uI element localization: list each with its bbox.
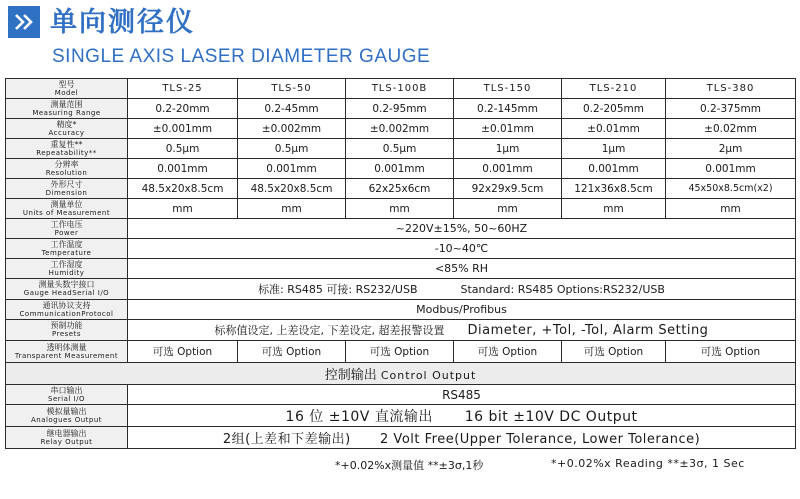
section-heading-en: Control Output <box>380 369 477 382</box>
table-row <box>6 179 796 199</box>
table-row <box>6 119 796 139</box>
table-cell: 可选 Option <box>454 341 562 363</box>
table-row-model <box>6 79 796 99</box>
row-header: 分辨率 Resolution <box>6 159 128 179</box>
table-cell: ±0.01mm <box>454 119 562 139</box>
table-row <box>6 99 796 119</box>
row-header: 型号 Model <box>6 79 128 99</box>
table-cell: 92x29x9.5cm <box>454 179 562 199</box>
table-row-transparent <box>6 341 796 363</box>
table-cell: 可选 Option <box>346 341 454 363</box>
row-header: 测量头数字接口 Gauge HeadSerial I/O <box>6 279 128 300</box>
table-cell: mm <box>128 199 238 219</box>
row-header: 重复性** Repeatability** <box>6 139 128 159</box>
table-cell: 0.001mm <box>346 159 454 179</box>
analogue-text-cn: 16 位 ±10V 直流输出 <box>285 408 433 425</box>
table-cell: 48.5x20x8.5cm <box>128 179 238 199</box>
row-header: 测量单位 Units of Measurement <box>6 199 128 219</box>
gauge-head-text-en: Standard: RS485 Options:RS232/USB <box>460 283 665 296</box>
table-row-presets <box>6 320 796 341</box>
model-cell: TLS-100B <box>346 79 454 99</box>
table-cell: 0.001mm <box>562 159 666 179</box>
table-cell: RS485 <box>128 385 796 405</box>
row-header: 工作湿度 Humidity <box>6 259 128 279</box>
table-cell: 可选 Option <box>128 341 238 363</box>
relay-text-en: 2 Volt Free(Upper Tolerance, Lower Tolerance) <box>380 432 701 447</box>
table-cell: mm <box>454 199 562 219</box>
table-cell: 1μm <box>454 139 562 159</box>
table-cell: 0.001mm <box>666 159 796 179</box>
table-cell: 0.2-20mm <box>128 99 238 119</box>
presets-text-en: Diameter, +Tol, -Tol, Alarm Setting <box>467 323 709 338</box>
section-heading <box>6 363 796 385</box>
table-cell: ±0.001mm <box>128 119 238 139</box>
table-cell: 1μm <box>562 139 666 159</box>
table-cell: 121x36x8.5cm <box>562 179 666 199</box>
row-header: 工作温度 Temperature <box>6 239 128 259</box>
double-chevron-right-icon <box>12 10 36 34</box>
table-row <box>6 139 796 159</box>
table-row-communication <box>6 300 796 320</box>
table-cell: 0.5μm <box>346 139 454 159</box>
table-cell: 48.5x20x8.5cm <box>238 179 346 199</box>
table-row-power <box>6 219 796 239</box>
table-cell: 0.5μm <box>128 139 238 159</box>
table-cell: Modbus/Profibus <box>128 300 796 320</box>
row-header: 精度* Accuracy <box>6 119 128 139</box>
table-cell <box>128 405 796 427</box>
table-cell: 2μm <box>666 139 796 159</box>
table-cell: 0.2-45mm <box>238 99 346 119</box>
table-cell: mm <box>238 199 346 219</box>
row-header: 测量范围 Measuring Range <box>6 99 128 119</box>
row-header: 模拟量输出 Analogues Output <box>6 405 128 427</box>
table-row <box>6 199 796 219</box>
table-row-control-output <box>6 363 796 385</box>
table-cell: mm <box>562 199 666 219</box>
model-cell: TLS-25 <box>128 79 238 99</box>
table-cell: 45x50x8.5cm(x2) <box>666 179 796 199</box>
table-cell: ±0.01mm <box>562 119 666 139</box>
model-cell: TLS-50 <box>238 79 346 99</box>
row-header: 透明体测量 Transparent Measurement <box>6 341 128 363</box>
page-title: 单向测径仪 <box>50 7 195 38</box>
table-cell <box>128 427 796 449</box>
table-cell <box>128 320 796 341</box>
table-row-humidity <box>6 259 796 279</box>
table-cell: ~220V±15%, 50~60HZ <box>128 219 796 239</box>
table-cell: 可选 Option <box>666 341 796 363</box>
table-cell: 0.2-205mm <box>562 99 666 119</box>
table-cell: 0.2-375mm <box>666 99 796 119</box>
row-header: 通讯协议支持 CommunicationProtocol <box>6 300 128 320</box>
table-cell: ±0.002mm <box>238 119 346 139</box>
table-cell: 可选 Option <box>562 341 666 363</box>
table-cell: mm <box>666 199 796 219</box>
row-header: 继电器输出 Relay Output <box>6 427 128 449</box>
model-cell: TLS-150 <box>454 79 562 99</box>
page-header <box>8 6 792 68</box>
table-cell: ±0.002mm <box>346 119 454 139</box>
table-row-analogue <box>6 405 796 427</box>
table-cell: mm <box>346 199 454 219</box>
analogue-text-en: 16 bit ±10V DC Output <box>464 408 638 425</box>
table-row-serial <box>6 385 796 405</box>
table-cell: 0.001mm <box>128 159 238 179</box>
row-header: 工作电压 Power <box>6 219 128 239</box>
table-cell: 0.5μm <box>238 139 346 159</box>
model-cell: TLS-210 <box>562 79 666 99</box>
table-cell: 0.2-145mm <box>454 99 562 119</box>
relay-text-cn: 2组(上差和下差输出) <box>222 432 351 447</box>
table-row-relay <box>6 427 796 449</box>
presets-text-cn: 标称值设定, 上差设定, 下差设定, 超差报警设置 <box>214 324 445 337</box>
table-cell <box>128 279 796 300</box>
table-cell: -10~40℃ <box>128 239 796 259</box>
page-subtitle: SINGLE AXIS LASER DIAMETER GAUGE <box>52 46 431 67</box>
row-header: 外形尺寸 Dimension <box>6 179 128 199</box>
table-cell: 0.2-95mm <box>346 99 454 119</box>
section-heading-cn: 控制输出 <box>324 368 377 383</box>
footnote-cn: *+0.02%x测量值 **±3σ,1秒 <box>335 459 484 472</box>
table-cell: 0.001mm <box>454 159 562 179</box>
table-cell: ±0.02mm <box>666 119 796 139</box>
model-cell: TLS-380 <box>666 79 796 99</box>
table-row-temperature <box>6 239 796 259</box>
gauge-head-text-cn: 标准: RS485 可接: RS232/USB <box>258 283 418 296</box>
row-header: 串口输出 Serial I/O <box>6 385 128 405</box>
row-header: 预制功能 Presets <box>6 320 128 341</box>
table-cell: <85% RH <box>128 259 796 279</box>
logo-box <box>8 6 40 38</box>
table-cell: 62x25x6cm <box>346 179 454 199</box>
table-row-gauge-head <box>6 279 796 300</box>
table-row <box>6 159 796 179</box>
footnote-en: *+0.02%x Reading **±3σ, 1 Sec <box>551 457 745 470</box>
spec-table <box>5 78 796 449</box>
table-cell: 0.001mm <box>238 159 346 179</box>
table-cell: 可选 Option <box>238 341 346 363</box>
